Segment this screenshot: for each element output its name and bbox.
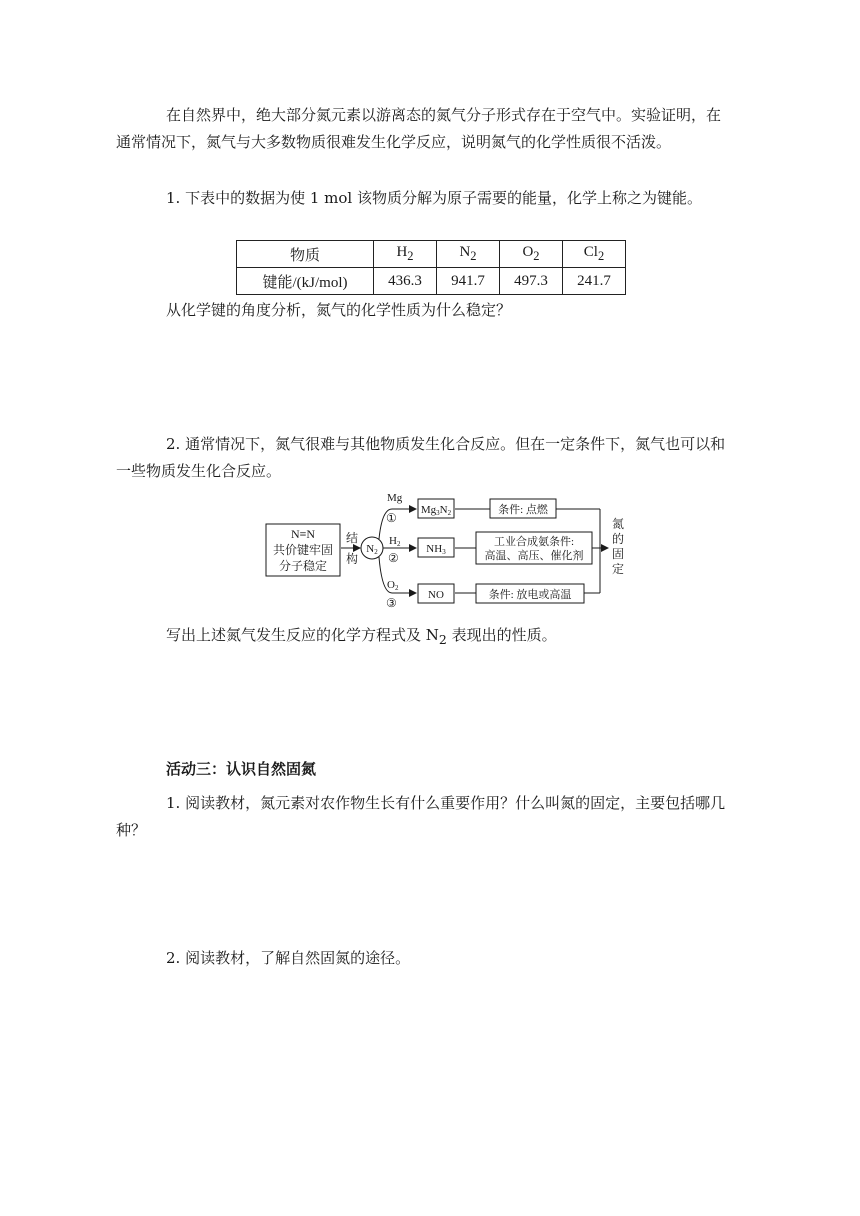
table-cell-cl2: $Cl_2$ xyxy=(563,241,626,268)
nitrogen-reaction-diagram xyxy=(262,488,632,612)
branch1-number: ① xyxy=(386,511,397,525)
table-row xyxy=(237,268,626,295)
branch2-product: NH3 xyxy=(426,543,446,556)
branch3-number: ③ xyxy=(386,596,397,610)
table-cell-energy-n2: 941.7 xyxy=(437,268,500,295)
question-1-ask: 从化学键的角度分析，氮气的化学性质为什么稳定？ xyxy=(166,301,512,319)
branch1-product: Mg3N2 xyxy=(420,504,452,517)
bond-energy-table xyxy=(236,240,626,295)
table-cell-energy-o2: 497.3 xyxy=(500,268,563,295)
activity-3-question-1: 1. 阅读教材，氮元素对农作物生长有什么重要作用？什么叫氮的固定，主要包括哪几种？ xyxy=(116,794,726,839)
result-char-3: 固 xyxy=(611,547,625,561)
structure-label-top: 结 xyxy=(345,531,359,545)
table-cell-energy-h2: 436.3 xyxy=(374,268,437,295)
branch1-arrow xyxy=(379,509,416,539)
activity-3-question-2: 2. 阅读教材，了解自然固氮的途径。 xyxy=(166,949,411,967)
n2-center-label: N2 xyxy=(366,543,378,556)
branch2-number: ② xyxy=(388,551,399,565)
branch1-reagent: Mg xyxy=(387,492,403,504)
triple-bond-label: N≡N xyxy=(290,527,316,541)
table-cell-o2: $O_2$ xyxy=(500,241,563,268)
result-char-1: 氮 xyxy=(611,517,625,531)
question-1-text: 1. 下表中的数据为使 1 mol 该物质分解为原子需要的能量，化学上称之为键能。 xyxy=(166,189,702,207)
branch3-reagent: O2 xyxy=(387,579,399,592)
table-cell-h2: $H_2$ xyxy=(374,241,437,268)
stable-molecule-label: 分子稳定 xyxy=(278,559,328,573)
table-cell-energy-cl2: 241.7 xyxy=(563,268,626,295)
result-char-4: 定 xyxy=(611,562,625,576)
intro-paragraph: 在自然界中，绝大部分氮元素以游离态的氮气分子形式存在于空气中。实验证明，在通常情况下，氮气与大多数物质很难发生化学反应，说明氮气的化学性质很不活泼。 xyxy=(116,106,722,151)
activity-3-heading: 活动三：认识自然固氮 xyxy=(166,760,317,778)
branch3-condition: 条件: 放电或高温 xyxy=(488,589,572,601)
table-row xyxy=(237,241,626,268)
branch2-reagent: H2 xyxy=(389,535,401,548)
branch2-condition-line2: 高温、高压、催化剂 xyxy=(484,550,584,562)
covalent-bond-label: 共价键牢固 xyxy=(272,543,334,557)
branch3-product: NO xyxy=(428,589,444,601)
branch2-condition-line1: 工业合成氨条件: xyxy=(493,536,575,548)
branch1-condition: 条件: 点燃 xyxy=(498,504,548,516)
structure-label-bottom: 构 xyxy=(345,552,359,566)
table-cell-n2: $N_2$ xyxy=(437,241,500,268)
table-header-bond-energy: 键能/(kJ/mol) xyxy=(237,268,374,295)
question-2-ask: 写出上述氮气发生反应的化学方程式及 $N_2$ 表现出的性质。 xyxy=(166,626,557,647)
result-char-2: 的 xyxy=(611,532,625,546)
question-2-text: 2. 通常情况下，氮气很难与其他物质发生化合反应。但在一定条件下，氮气也可以和一些物质发生化合反应。 xyxy=(116,435,726,480)
table-header-substance: 物质 xyxy=(237,241,374,268)
